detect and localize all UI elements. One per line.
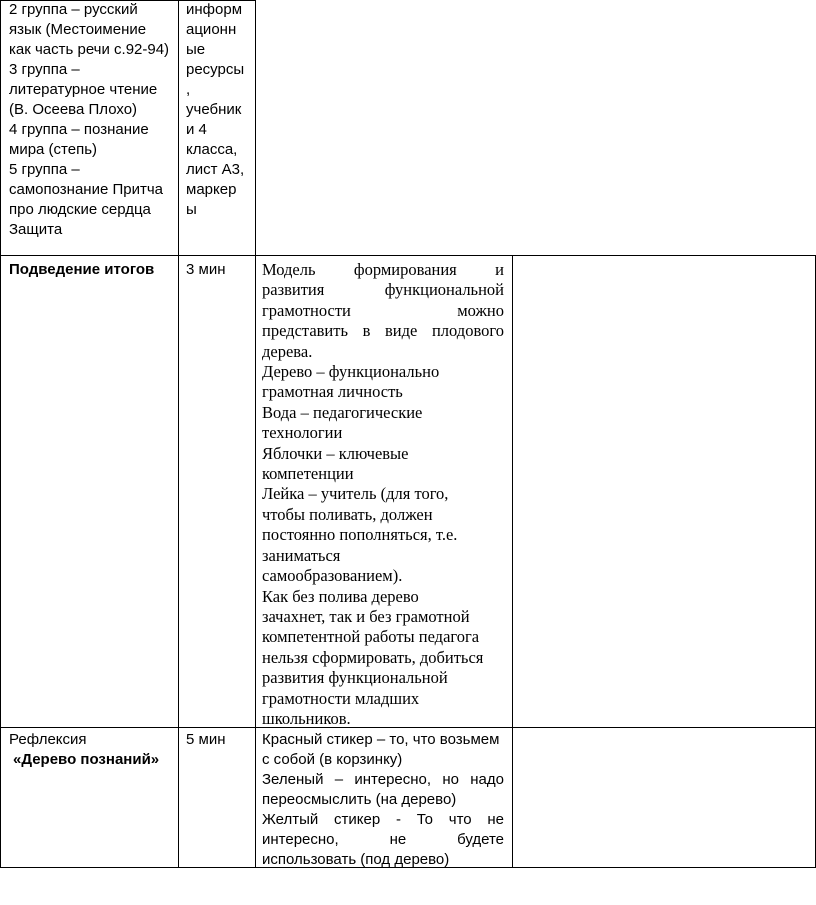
groups-line: литературное чтение [9, 81, 158, 98]
summary-line: нельзя сформировать, добиться [262, 647, 484, 667]
groups-line: язык (Местоимение [9, 21, 147, 38]
reflection-stage [9, 730, 177, 770]
resources-line: класса, [186, 141, 238, 158]
resources-line: ресурсы [186, 61, 245, 78]
reflection-line: Зеленый – интересно, но надо [262, 771, 504, 788]
groups-line: (В. Осеева Плохо) [9, 101, 138, 118]
summary-line: Яблочки – ключевые [262, 443, 409, 463]
groups-line: 2 группа – русский [9, 1, 138, 18]
resources-line: информ [186, 1, 243, 18]
summary-line: развития функциональной [262, 280, 504, 300]
reflection-stage-line1: Рефлексия [9, 731, 87, 748]
summary-time: 3 мин [186, 261, 226, 278]
summary-line: Лейка – учитель (для того, [262, 484, 449, 504]
col-border-3 [512, 255, 513, 868]
resources-line: ые [186, 41, 206, 58]
summary-line: Вода – педагогические [262, 402, 423, 422]
summary-line: компетентной работы педагога [262, 627, 480, 647]
summary-line: грамотности младших [262, 688, 420, 708]
groups-cell [9, 0, 177, 240]
summary-text [262, 260, 504, 729]
summary-line: грамотности можно [262, 300, 504, 320]
summary-line: Как без полива дерево [262, 586, 419, 606]
resources-line: , [186, 81, 191, 98]
col-border-2-top [255, 0, 256, 256]
groups-line: как часть речи с.92-94) [9, 41, 170, 58]
row-border-1 [0, 255, 816, 256]
summary-line: самообразованием). [262, 566, 403, 586]
summary-line: Дерево – функционально [262, 362, 440, 382]
summary-line: заниматься [262, 545, 341, 565]
summary-line: развития функциональной [262, 668, 448, 688]
resources-line: лист А3, [186, 161, 245, 178]
reflection-text [262, 730, 504, 870]
summary-line: чтобы поливать, должен [262, 504, 433, 524]
reflection-line: переосмыслить (на дерево) [262, 791, 457, 808]
reflection-line: Красный стикер – то, что возьмем [262, 731, 500, 748]
groups-line: Защита [9, 221, 63, 238]
resources-line: учебник [186, 101, 242, 118]
reflection-stage-line2: «Дерево познаний» [13, 751, 160, 768]
col-border-left [0, 0, 1, 868]
resources-line: ы [186, 201, 197, 218]
groups-line: 5 группа – [9, 161, 80, 178]
resources-cell [186, 0, 254, 220]
summary-stage: Подведение итогов [9, 261, 155, 278]
reflection-time: 5 мин [186, 731, 226, 748]
groups-line: мира (степь) [9, 141, 98, 158]
summary-line: грамотная личность [262, 382, 403, 402]
groups-line: 3 группа – [9, 61, 80, 78]
resources-line: маркер [186, 181, 237, 198]
groups-line: 4 группа – познание [9, 121, 149, 138]
resources-line: ационн [186, 21, 237, 38]
summary-line: постоянно пополняться, т.е. [262, 525, 458, 545]
summary-line: компетенции [262, 464, 354, 484]
summary-line: Модель формирования и [262, 260, 504, 279]
reflection-line: использовать (под дерево) [262, 851, 450, 868]
summary-line: дерева. [262, 341, 313, 361]
reflection-line: интересно, не будете [262, 831, 504, 848]
resources-line: и 4 [186, 121, 207, 138]
col-border-1 [178, 0, 179, 868]
groups-line: про людские сердца [9, 201, 151, 218]
col-border-2 [255, 255, 256, 868]
groups-line: самопознание Притча [9, 181, 163, 198]
summary-line: зачахнет, так и без грамотной [262, 606, 470, 626]
summary-line: представить в виде плодового [262, 321, 504, 341]
reflection-line: Желтый стикер - То что не [262, 811, 504, 828]
summary-line: технологии [262, 423, 343, 443]
reflection-line: с собой (в корзинку) [262, 751, 403, 768]
summary-line: школьников. [262, 708, 351, 728]
